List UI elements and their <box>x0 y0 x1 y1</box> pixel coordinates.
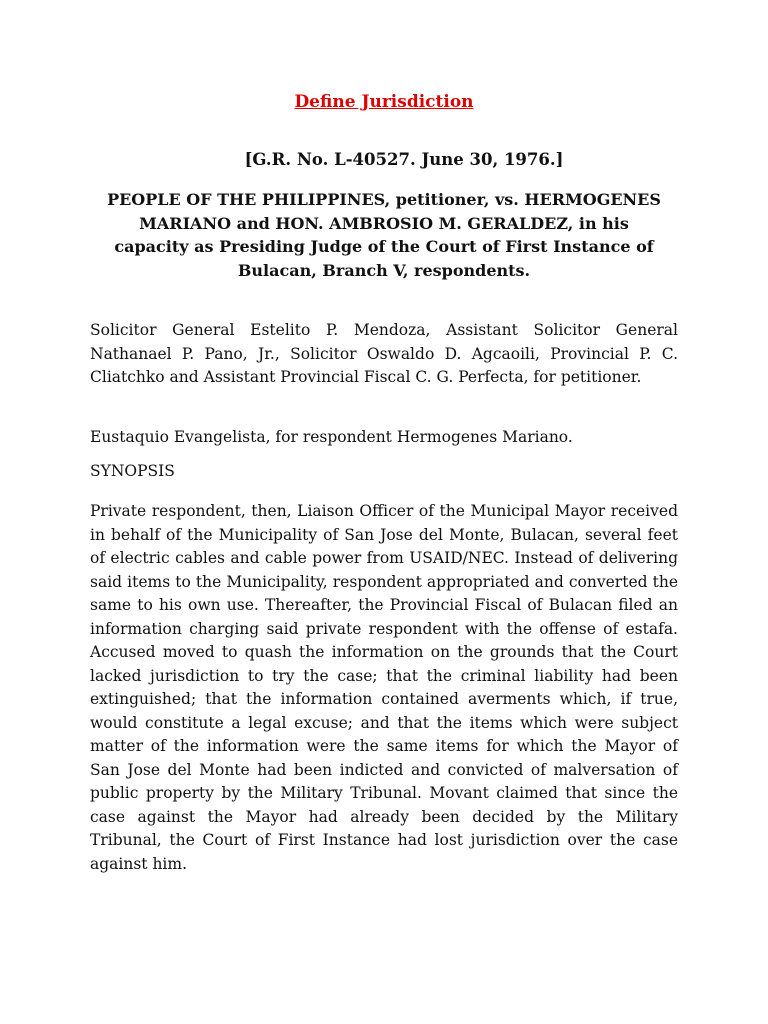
case-number: [G.R. No. L-40527. June 30, 1976.] <box>244 150 564 169</box>
document-title: Define Jurisdiction <box>294 92 474 112</box>
synopsis-paragraph: Private respondent, then, Liaison Officer of the Municipal Mayor received in behalf of the Municipality of San Jose del Monte, Bulacan, several feet of electric cables and cable power from USAID/NEC. Instead of delivering said items to the Municipality, respondent appropriated and converted the same to his own use. Thereafter, the Provincial Fiscal of Bulacan filed an information charging said private respondent with the offense of estafa. Accused moved to quash the information on the grounds that the Court lacked jurisdiction to try the case; that the criminal liability had been extinguished; that the information contained averments which, if true, would constitute a legal excuse; and that the items which were subject matter of the information were the same items for which the Mayor of San Jose del Monte had been indicted and convicted of malversation of public property by the Military Tribunal. Movant claimed that since the case against the Mayor had already been decided by the Military Tribunal, the Court of First Instance had lost jurisdiction over the case against him. <box>90 502 678 873</box>
counsel-for-respondent: Eustaquio Evangelista, for respondent Hermogenes Mariano. <box>90 428 573 446</box>
case-parties: PEOPLE OF THE PHILIPPINES, petitioner, vs. HERMOGENES MARIANO and HON. AMBROSIO M. GERALDEZ, in his capacity as Presiding Judge of the Court of First Instance of Bulacan, Branch V, respondents. <box>107 190 661 280</box>
counsel-for-petitioner: Solicitor General Estelito P. Mendoza, Assistant Solicitor General Nathanael P. Pano, Jr., Solicitor Oswaldo D. Agcaoili, Provincial P. C. Cliatchko and Assistant Provincial Fiscal C. G. Perfecta, for petitioner. <box>90 321 678 386</box>
synopsis-heading: SYNOPSIS <box>90 462 175 480</box>
